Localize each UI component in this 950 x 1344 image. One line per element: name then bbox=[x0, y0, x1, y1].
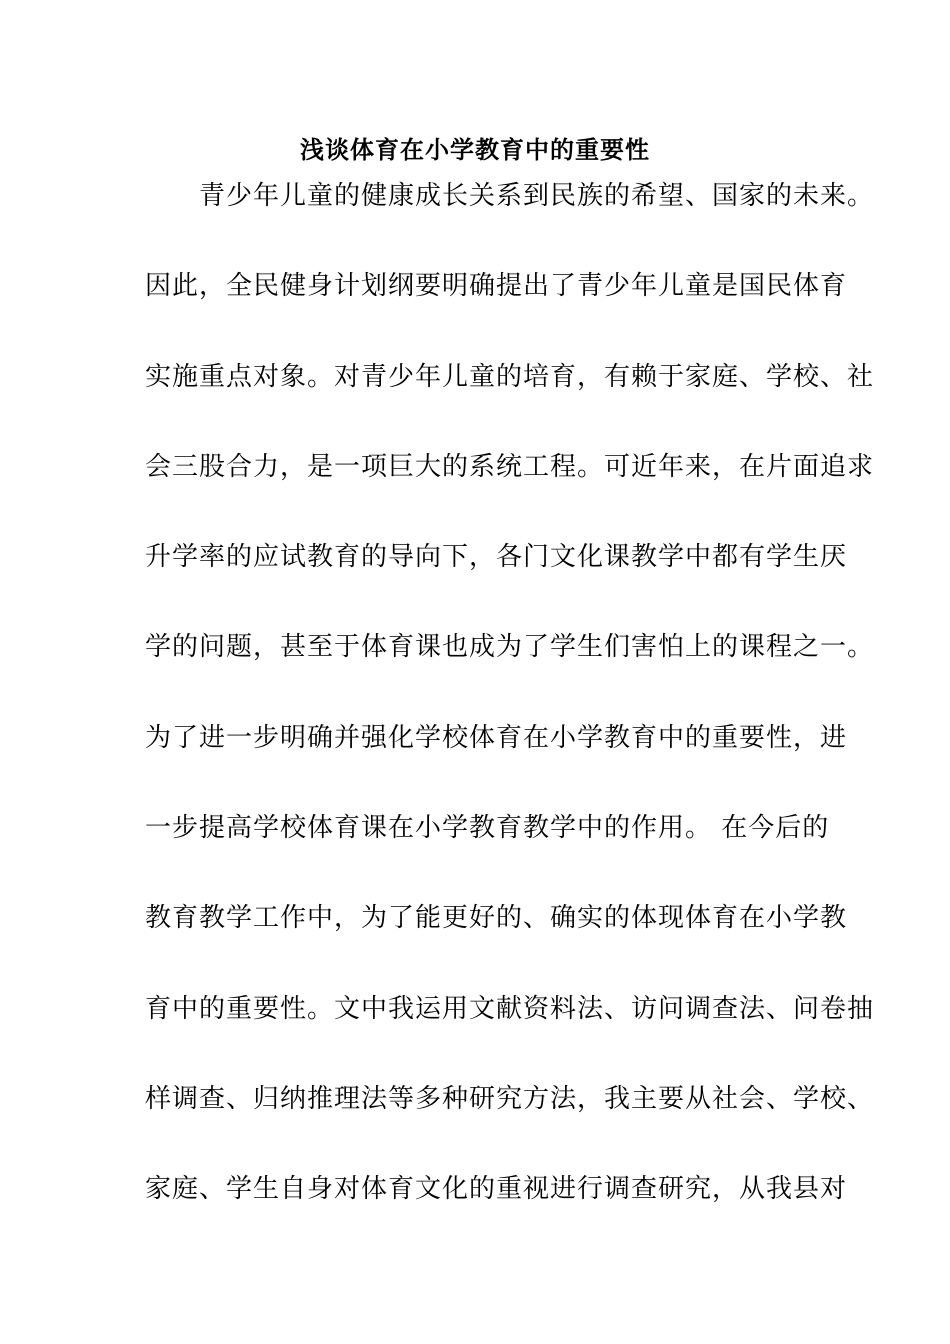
body-line: 青少年儿童的健康成长关系到民族的希望、国家的未来。 bbox=[145, 181, 875, 211]
body-line: 育中的重要性。文中我运用文献资料法、访问调查法、问卷抽 bbox=[145, 993, 875, 1024]
body-line: 为了进一步明确并强化学校体育在小学教育中的重要性，进 bbox=[145, 722, 848, 753]
body-line: 升学率的应试教育的导向下，各门文化课教学中都有学生厌 bbox=[145, 542, 848, 573]
body-line: 一步提高学校体育课在小学教育教学中的作用。 在今后的 bbox=[145, 813, 830, 844]
document-title: 浅谈体育在小学教育中的重要性 bbox=[300, 135, 650, 164]
body-line: 样调查、归纳推理法等多种研究方法，我主要从社会、学校、 bbox=[145, 1083, 875, 1114]
body-line: 实施重点对象。对青少年儿童的培育，有赖于家庭、学校、社 bbox=[145, 361, 875, 392]
body-line: 家庭、学生自身对体育文化的重视进行调查研究，从我县对 bbox=[145, 1174, 848, 1205]
body-line: 会三股合力，是一项巨大的系统工程。可近年来，在片面追求 bbox=[145, 451, 875, 482]
body-line: 学的问题，甚至于体育课也成为了学生们害怕上的课程之一。 bbox=[145, 632, 875, 663]
document-body bbox=[145, 176, 875, 1260]
body-line: 教育教学工作中，为了能更好的、确实的体现体育在小学教 bbox=[145, 903, 848, 934]
body-line: 因此，全民健身计划纲要明确提出了青少年儿童是国民体育 bbox=[145, 271, 848, 302]
